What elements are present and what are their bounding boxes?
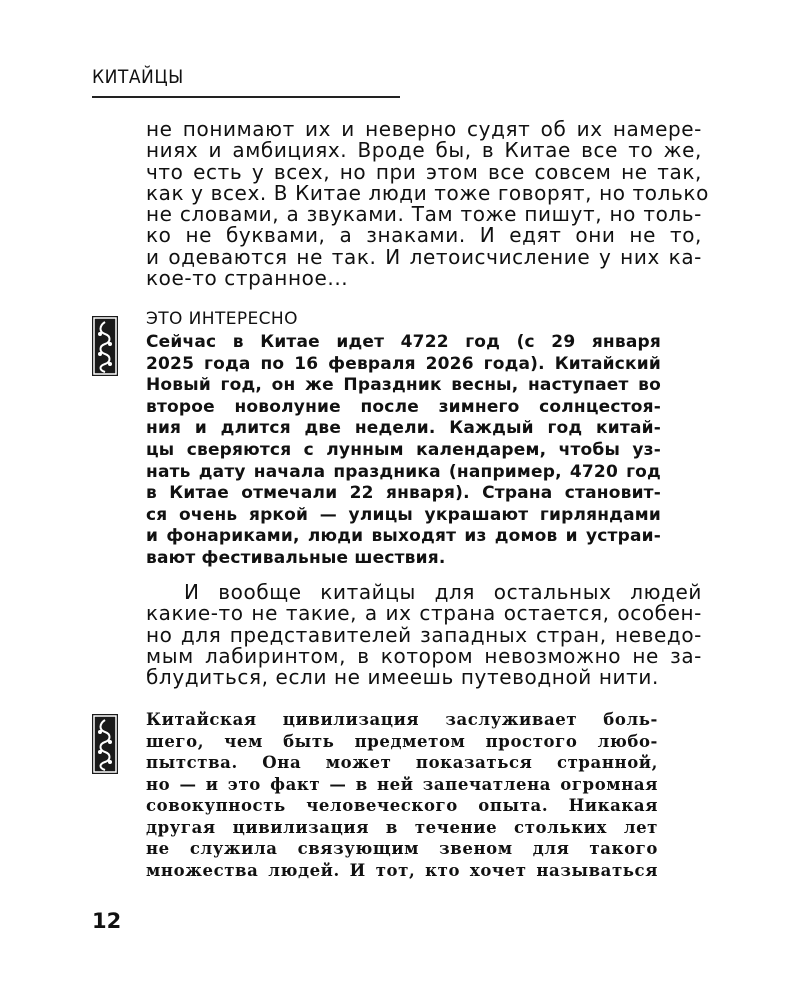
text-line: второе новолуние после зимнего солнцестоя-: [146, 396, 661, 417]
text-line: и фонариками, люди выходят из домов и устраи-: [146, 526, 661, 547]
text-line: Сейчас в Китае идет 4722 год (с 29 января: [146, 332, 661, 352]
text-line: ния и длится две недели. Каждый год китай-: [146, 418, 661, 439]
text-line: в Китае отмечали 22 января). Страна становит-: [146, 483, 661, 504]
text-line: но для представителей западных стран, неведо-: [146, 622, 702, 647]
text-line: вают фестивальные шествия.: [146, 547, 446, 568]
body-paragraph-1: [146, 117, 709, 291]
running-title: КИТАЙЦЫ: [92, 66, 184, 88]
text-line: 2025 года по 16 февраля 2026 года). Китайский: [146, 353, 661, 374]
text-line: какие-то не такие, а их страна остается, особен-: [146, 601, 702, 626]
text-line: что есть у всех, но при этом все совсем не так,: [146, 159, 702, 184]
text-line: кое-то странное...: [146, 266, 349, 291]
text-line: но — и это факт — в ней запечатлена огромная: [146, 774, 658, 794]
text-line: совокупность человеческого опыта. Никакая: [146, 796, 658, 815]
header-rule: [92, 96, 400, 98]
page-number: 12: [92, 909, 122, 933]
text-line: шего, чем быть предметом простого любо-: [146, 731, 658, 751]
text-line: нать дату начала праздника (например, 4720 год: [146, 461, 661, 482]
text-line: пытства. Она может показаться странной,: [146, 753, 658, 772]
ornament-icon: [92, 316, 118, 376]
text-line: не понимают их и неверно судят об их намере-: [146, 117, 702, 141]
text-line: и одеваются не так. И летоисчисление у них ка-: [146, 244, 702, 269]
box-heading: ЭТО ИНТЕРЕСНО: [146, 309, 298, 329]
text-line: не словами, а звуками. Там тоже пишут, но толь-: [146, 202, 702, 227]
text-line: множества людей. И тот, кто хочет называться: [146, 860, 658, 880]
text-line: блудиться, если не имеешь путеводной нити.: [146, 665, 659, 690]
text-line: ко не буквами, а знаками. И едят они не то,: [146, 223, 702, 248]
text-line: не служила связующим звеном для такого: [146, 839, 658, 858]
body-paragraph-2: [146, 582, 702, 688]
text-line: Новый год, он же Праздник весны, наступает во: [146, 375, 661, 396]
text-line: как у всех. В Китае люди тоже говорят, но только: [146, 180, 709, 205]
ornament-icon: [92, 714, 118, 774]
text-line: ниях и амбициях. Вроде бы, в Китае все то же,: [146, 138, 702, 163]
text-line: цы сверяются с лунным календарем, чтобы уз-: [146, 439, 661, 460]
text-line: Китайская цивилизация заслуживает боль-: [146, 710, 658, 729]
interesting-box-text: [146, 332, 661, 570]
text-line: другая цивилизация в течение стольких лет: [146, 817, 658, 837]
text-line: И вообще китайцы для остальных людей: [184, 580, 702, 604]
quote-box-text: [146, 709, 658, 881]
text-line: ся очень яркой — улицы украшают гирляндами: [146, 504, 661, 525]
text-line: мым лабиринтом, в котором невозможно не за-: [146, 643, 702, 668]
